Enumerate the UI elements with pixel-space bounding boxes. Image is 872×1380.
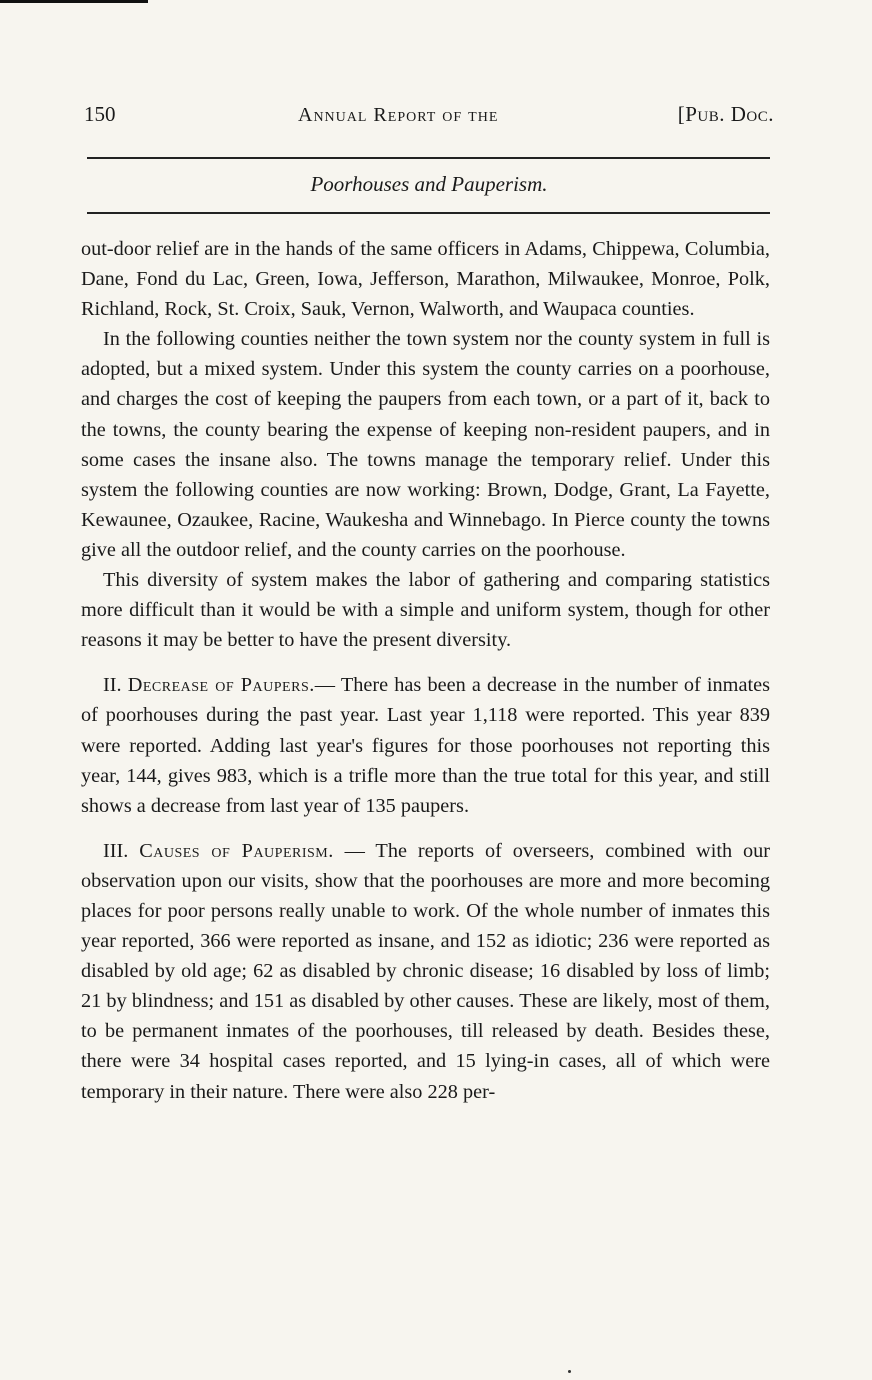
body-text [81, 234, 770, 1107]
section-number: III. [103, 839, 129, 862]
header-rule-bottom [87, 212, 770, 214]
footer-dot [568, 1370, 571, 1373]
paragraph-decrease-of-paupers [81, 670, 770, 820]
running-title: Annual Report of the [298, 104, 499, 126]
section-heading: Causes of Pauperism. [139, 839, 334, 862]
section-text: — There has been a decrease in the number of inmates of poorhouses during the past year. Last year 1,118 were reported. This year 839 were reported. Adding last year's figures for those poorhouses not reporting this year, 144, gives 983, which is a trifle more than the true total for this year, and still shows a decrease from last year of 135 paupers. [81, 674, 770, 817]
paragraph-continued: out-door relief are in the hands of the same officers in Adams, Chippewa, Columbia, Dane, Fond du Lac, Green, Iowa, Jefferson, Marathon, Milwaukee, Monroe, Polk, Richland, Rock, St. Croix, Sauk, Vernon, Walworth, and Waupaca counties. [81, 238, 770, 321]
paragraph-causes-of-pauperism [81, 836, 770, 1107]
paragraph-mixed-system: In the following counties neither the town system nor the county system in full is adopted, but a mixed system. Under this system the county carries on a poorhouse, and charges the cost of keeping the paupers from each town, or a part of it, back to the towns, the county bearing the expense of keeping non-resident paupers, and in some cases the insane also. The towns manage the temporary relief. Under this system the following counties are now working: Brown, Dodge, Grant, La Fayette, Kewaunee, Ozaukee, Racine, Waukesha and Winnebago. In Pierce county the towns give all the outdoor relief, and the county carries on the poorhouse. [81, 328, 770, 561]
section-title: Poorhouses and Pauperism. [310, 172, 548, 196]
section-number: II. [103, 674, 122, 697]
document-label: [Pub. Doc. [677, 102, 774, 126]
page-header [84, 98, 774, 134]
page-number: 150 [84, 102, 116, 126]
page-top-edge-mark [0, 0, 148, 3]
section-text: — The reports of overseers, combined with our observation upon our visits, show that the poorhouses are more and more becoming places for poor persons really unable to work. Of the whole number of inmates this year reported, 366 were reported as insane, and 152 as idiotic; 236 were reported as disabled by old age; 62 as disabled by chronic disease; 16 disabled by loss of limb; 21 by blindness; and 151 as disabled by other causes. These are likely, most of them, to be permanent inmates of the poorhouses, till released by death. Besides these, there were 34 hospital cases reported, and 15 lying-in cases, all of which were temporary in their nature. There were also 228 per- [81, 839, 770, 1103]
section-heading: Decrease of Paupers. [127, 674, 315, 697]
paragraph-diversity: This diversity of system makes the labor of gathering and comparing statistics more difficult than it would be with a simple and uniform system, though for other reasons it may be better to have the present diversity. [81, 569, 770, 652]
header-rule-top [87, 157, 770, 159]
